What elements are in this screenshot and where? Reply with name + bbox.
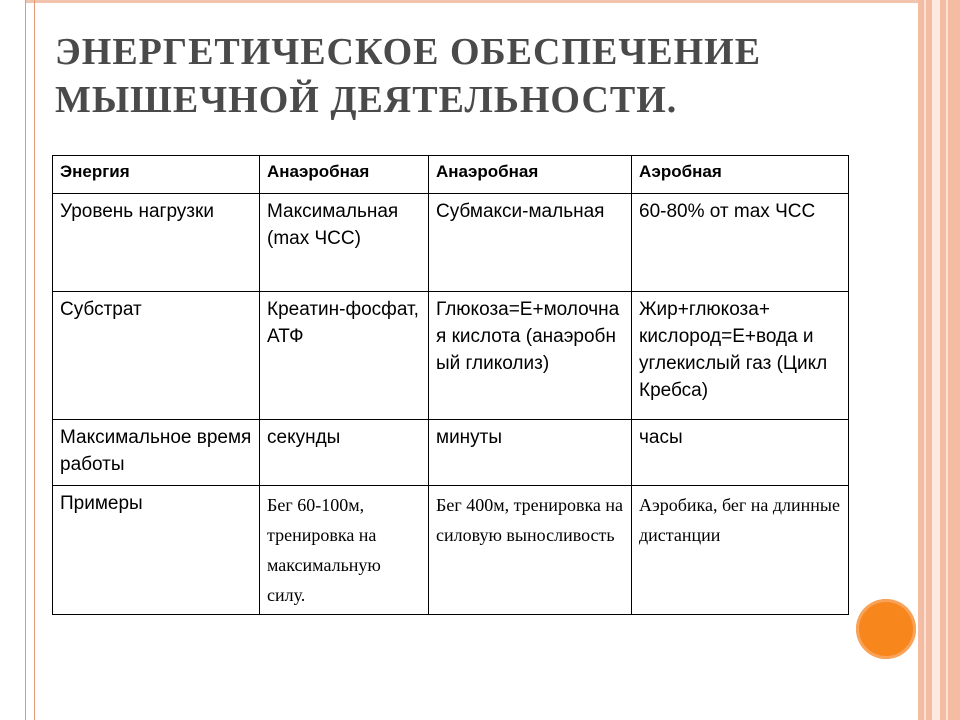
row-label-cell: Максимальное время работы — [53, 420, 260, 486]
table-cell: 60-80% от max ЧСС — [632, 194, 849, 292]
table-header-row — [53, 156, 849, 194]
table-cell: секунды — [260, 420, 429, 486]
energy-supply-table — [52, 155, 849, 615]
slide-frame-left — [25, 0, 35, 720]
slide-title-line-2: МЫШЕЧНОЙ ДЕЯТЕЛЬНОСТИ. — [55, 79, 678, 121]
table-row — [53, 420, 849, 486]
table-cell: Жир+глюкоза+ кислород=Е+вода и углекислый газ (Цикл Кребса) — [632, 292, 849, 420]
table-row — [53, 194, 849, 292]
slide-title — [55, 28, 875, 124]
table-cell: Креатин-фосфат, АТФ — [260, 292, 429, 420]
row-label-cell: Субстрат — [53, 292, 260, 420]
table-cell: Субмакси-мальная — [429, 194, 632, 292]
header-cell: Анаэробная — [260, 156, 429, 194]
table-cell: Бег 60-100м, тренировка на максимальную силу. — [260, 486, 429, 615]
table-cell: Аэробика, бег на длинные дистанции — [632, 486, 849, 615]
slide-title-line-1: ЭНЕРГЕТИЧЕСКОЕ ОБЕСПЕЧЕНИЕ — [55, 31, 762, 73]
table-cell: Максимальная (max ЧСС) — [260, 194, 429, 292]
table-cell: Бег 400м, тренировка на силовую выносливость — [429, 486, 632, 615]
orange-circle-decoration — [856, 599, 916, 659]
table-cell: минуты — [429, 420, 632, 486]
table-row — [53, 486, 849, 615]
table-cell: часы — [632, 420, 849, 486]
slide-frame-top — [25, 0, 930, 3]
table-row — [53, 292, 849, 420]
header-cell: Аэробная — [632, 156, 849, 194]
header-cell: Энергия — [53, 156, 260, 194]
row-label-cell: Уровень нагрузки — [53, 194, 260, 292]
decorative-side-stripes — [918, 0, 960, 720]
table-cell: Глюкоза=Е+молочная кислота (анаэробный гликолиз) — [429, 292, 632, 420]
header-cell: Анаэробная — [429, 156, 632, 194]
row-label-cell: Примеры — [53, 486, 260, 615]
